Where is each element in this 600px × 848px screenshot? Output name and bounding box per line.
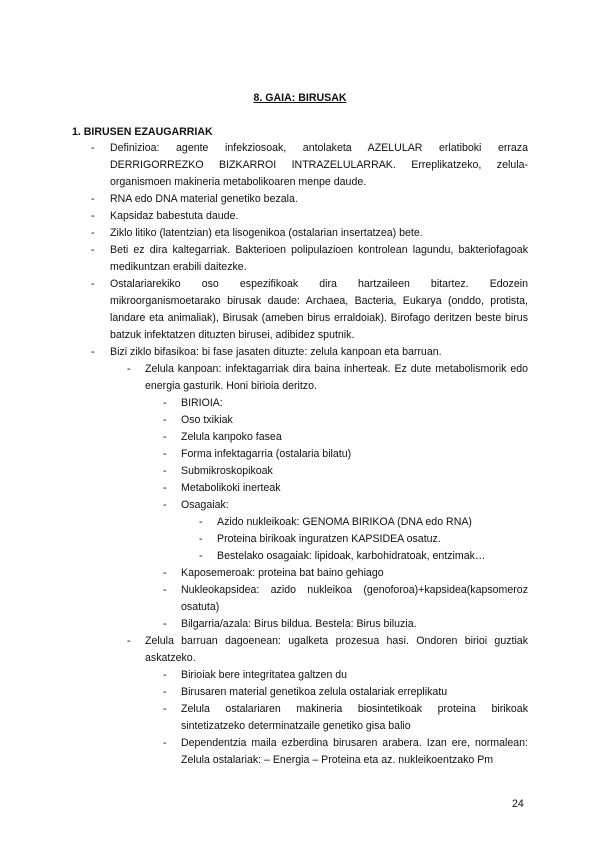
- list-item: [163, 480, 528, 497]
- dash-bullet: -: [163, 737, 167, 749]
- dash-bullet: -: [91, 244, 95, 256]
- list-item-text: Proteina birikoak inguratzen KAPSIDEA osatuz.: [217, 533, 441, 545]
- list-item-text: Kapsidaz babestuta daude.: [110, 210, 239, 222]
- list-item-text: Forma infektagarria (ostalaria bilatu): [181, 448, 352, 460]
- dash-bullet: -: [163, 499, 167, 511]
- list-item: [163, 412, 528, 429]
- list-item: [163, 616, 528, 633]
- list-item: [163, 429, 528, 446]
- dash-bullet: -: [163, 414, 167, 426]
- list-item-text: Definizioa: agente infekziosoak, antolaketa AZELULAR erlatiboki erraza DERRIGORREZKO BIZKARROI INTRAZELULARRAK. Erreplikatzeko, zelula-organismoen makineria metabolikoaren menpe daude.: [110, 142, 528, 188]
- list-item: [163, 684, 528, 701]
- section-heading: 1. BIRUSEN EZAUGARRIAK: [72, 126, 213, 138]
- list-item-text: RNA edo DNA material genetiko bezala.: [110, 193, 298, 205]
- dash-bullet: -: [127, 363, 131, 375]
- list-item: [91, 242, 528, 276]
- list-item: [163, 446, 528, 463]
- list-item-text: Bilgarria/azala: Birus bildua. Bestela: Birus biluzia.: [181, 618, 417, 630]
- list-item: [199, 548, 528, 565]
- list-item-text: Birioiak bere integritatea galtzen du: [181, 669, 348, 681]
- list-item: [91, 344, 528, 361]
- list-item-text: Birusaren material genetikoa zelula ostalariak erreplikatu: [181, 686, 448, 698]
- list-item-text: Ostalariarekiko oso espezifikoak dira hartzaileen bitartez. Edozein mikroorganismoetarako birusak daude: Archaea, Bacteria, Eukarya (onddo, protista, landare eta animaliak), Birusak (ameben birus erraldoiak). Birofago deritzen beste birus batzuk infektatzen dituzten birusei, adibidez sputnik.: [110, 278, 528, 341]
- list-item: [163, 497, 528, 514]
- list-item-text: Metabolikoki inerteak: [181, 482, 281, 494]
- list-item: [91, 140, 528, 191]
- list-item: [199, 514, 528, 531]
- dash-bullet: -: [163, 567, 167, 579]
- dash-bullet: -: [163, 618, 167, 630]
- list-item-text: Beti ez dira kaltegarriak. Bakterioen polipulazioen kontrolean lagundu, bakteriofagoak medikuntzan erabili daitezke.: [110, 244, 528, 273]
- bullet-list: [0, 140, 600, 769]
- dash-bullet: -: [163, 669, 167, 681]
- list-item: [163, 582, 528, 616]
- list-item-text: Kaposemeroak: proteina bat baino gehiago: [181, 567, 384, 579]
- dash-bullet: -: [199, 533, 203, 545]
- list-item: [199, 531, 528, 548]
- dash-bullet: -: [91, 142, 95, 154]
- page-number: 24: [512, 798, 524, 810]
- list-item-text: Osagaiak:: [181, 499, 229, 511]
- list-item-text: Bestelako osagaiak: lipidoak, karbohidratoak, entzimak…: [217, 550, 486, 562]
- list-item: [91, 276, 528, 344]
- list-item: [163, 565, 528, 582]
- dash-bullet: -: [163, 686, 167, 698]
- list-item: [163, 463, 528, 480]
- dash-bullet: -: [163, 397, 167, 409]
- list-item-text: BIRIOIA:: [181, 397, 223, 409]
- list-item: [127, 633, 528, 667]
- list-item-text: Submikroskopikoak: [181, 465, 273, 477]
- dash-bullet: -: [163, 431, 167, 443]
- list-item-text: Zelula kanpoan: infektagarriak dira baina inherteak. Ez dute metabolismorik edo energia gasturik. Honi birioia deritzo.: [145, 363, 528, 392]
- dash-bullet: -: [163, 465, 167, 477]
- list-item-text: Nukleokapsidea: azido nukleikoa (genoforoa)+kapsidea(kapsomeroz osatuta): [181, 584, 528, 613]
- list-item-text: Ziklo litiko (latentzian) eta lisogenikoa (ostalarian insertatzea) bete.: [110, 227, 423, 239]
- list-item: [127, 361, 528, 395]
- list-item-text: Bizi ziklo bifasikoa: bi fase jasaten dituzte: zelula kanpoan eta barruan.: [110, 346, 442, 358]
- list-item: [91, 191, 528, 208]
- dash-bullet: -: [163, 448, 167, 460]
- dash-bullet: -: [91, 278, 95, 290]
- list-item-text: Zelula kanpoko fasea: [181, 431, 282, 443]
- dash-bullet: -: [163, 482, 167, 494]
- list-item: [91, 208, 528, 225]
- dash-bullet: -: [163, 703, 167, 715]
- dash-bullet: -: [91, 210, 95, 222]
- list-item-text: Azido nukleikoak: GENOMA BIRIKOA (DNA edo RNA): [217, 516, 472, 528]
- dash-bullet: -: [91, 346, 95, 358]
- list-item: [163, 701, 528, 735]
- list-item: [163, 735, 528, 769]
- list-item: [163, 395, 528, 412]
- list-item-text: Zelula barruan dagoenean: ugalketa prozesua hasi. Ondoren birioi guztiak askatzeko.: [145, 635, 528, 664]
- dash-bullet: -: [91, 193, 95, 205]
- dash-bullet: -: [91, 227, 95, 239]
- dash-bullet: -: [199, 516, 203, 528]
- page-title: 8. GAIA: BIRUSAK: [253, 92, 347, 104]
- dash-bullet: -: [163, 584, 167, 596]
- dash-bullet: -: [199, 550, 203, 562]
- dash-bullet: -: [127, 635, 131, 647]
- list-item: [163, 667, 528, 684]
- list-item: [91, 225, 528, 242]
- list-item-text: Oso txikiak: [181, 414, 233, 426]
- list-item-text: Dependentzia maila ezberdina birusaren arabera. Izan ere, normalean: Zelula ostalariak: – Energia – Proteina eta az. nukleikoentzako Pm: [181, 737, 528, 766]
- list-item-text: Zelula ostalariaren makineria biosintetikoak proteina birikoak sintetizatzeko determinatzaile genetiko gisa balio: [181, 703, 528, 732]
